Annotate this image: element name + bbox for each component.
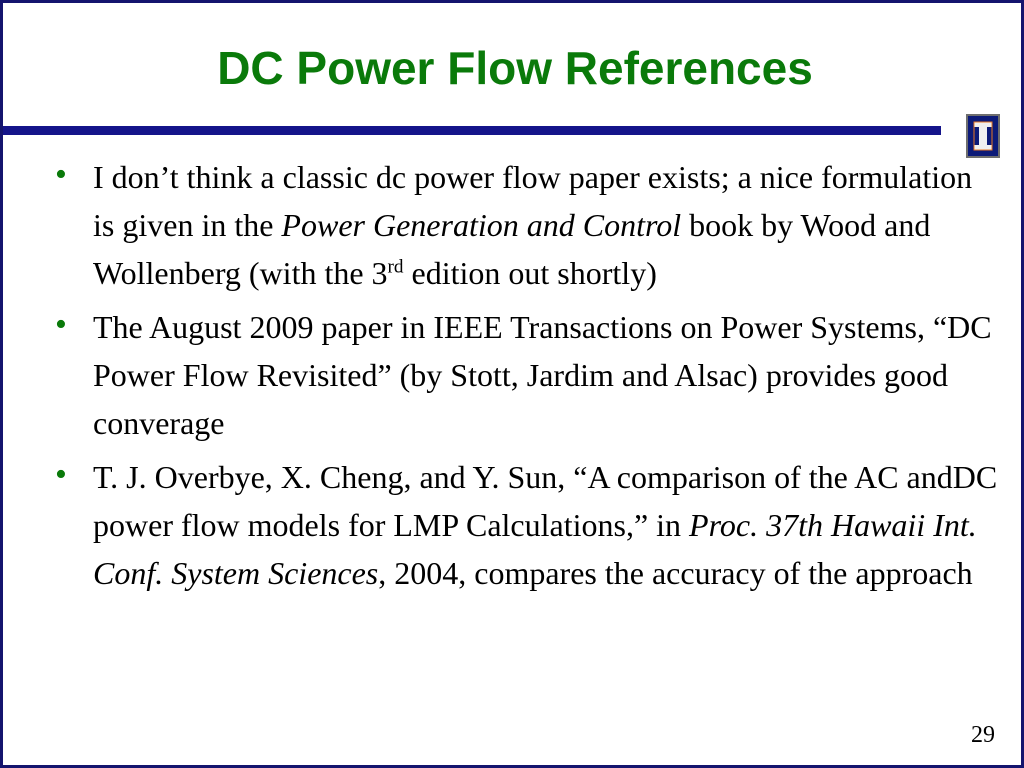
university-logo-icon [966, 114, 1000, 158]
bullet-dot-icon: • [55, 156, 67, 193]
bullet-item [55, 453, 1000, 597]
bullet-text: The August 2009 paper in IEEE Transactions on Power Systems, “DC Power Flow Revisited” (by Stott, Jardim and Alsac) provides good converage [93, 309, 992, 441]
bullet-dot-icon: • [55, 456, 67, 493]
bullet-item [55, 153, 1000, 297]
bullet-dot-icon: • [55, 306, 67, 343]
page-number: 29 [971, 722, 995, 748]
slide-title: DC Power Flow References [217, 42, 813, 94]
bullet-item [55, 303, 1000, 447]
bullet-text: I don’t think a classic dc power flow paper exists; a nice formulation is given in the Power Generation and Control book by Wood and Wollenberg (with the 3rd edition out shortly) [93, 159, 973, 291]
bullet-list [55, 153, 1000, 603]
bullet-text: T. J. Overbye, X. Cheng, and Y. Sun, “A comparison of the AC andDC power flow models for LMP Calculations,” in Proc. 37th Hawaii Int. Conf. System Sciences, 2004, compares the accuracy of the approach [93, 459, 998, 591]
title-divider [3, 126, 941, 135]
